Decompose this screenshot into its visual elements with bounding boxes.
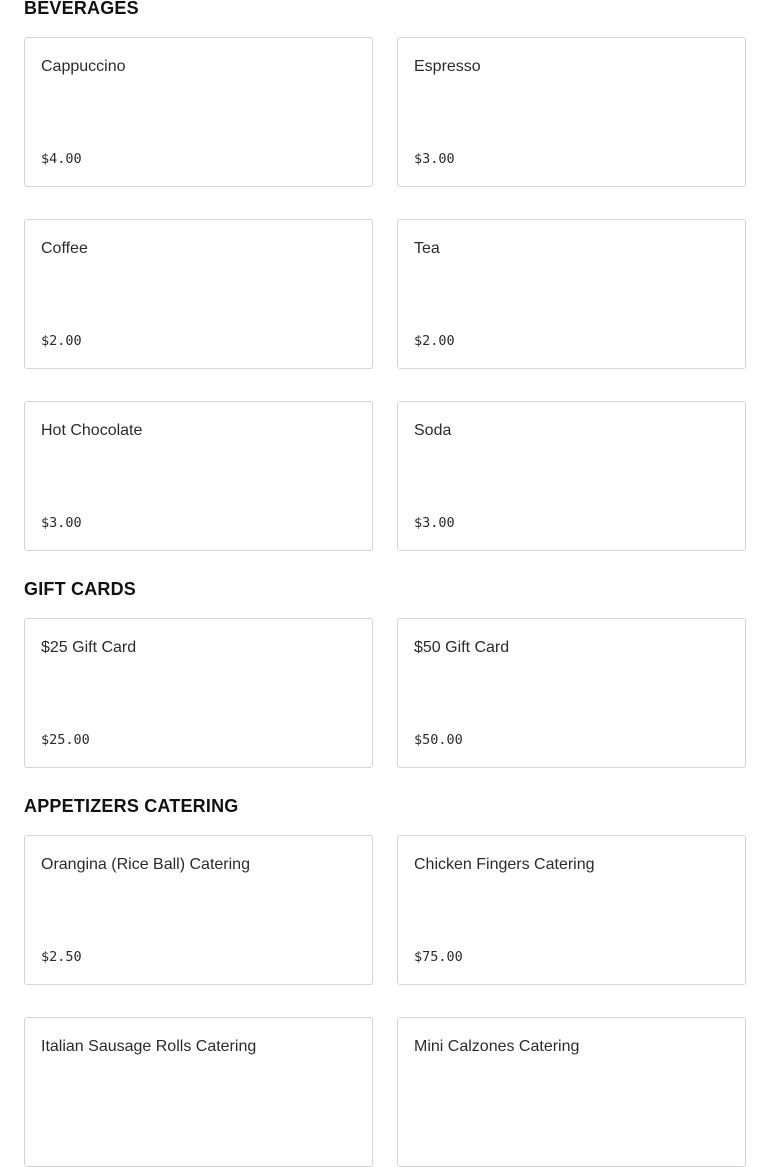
menu-item-name: Mini Calzones Catering: [414, 1038, 580, 1055]
menu-item-card[interactable]: [24, 835, 373, 985]
menu-item-card[interactable]: [24, 1017, 373, 1167]
menu-section-appetizers-catering: [24, 794, 746, 1167]
menu-item-card[interactable]: [397, 835, 746, 985]
section-heading: BEVERAGES: [24, 0, 139, 18]
menu-page: [24, 0, 746, 1167]
menu-item-card[interactable]: [24, 401, 373, 551]
menu-item-name: Italian Sausage Rolls Catering: [41, 1038, 257, 1055]
menu-item-name: Tea: [414, 240, 440, 257]
menu-item-card[interactable]: [24, 618, 373, 768]
menu-item-price: $50.00: [414, 732, 463, 748]
menu-item-price: $75.00: [414, 949, 463, 965]
menu-item-card[interactable]: [397, 1017, 746, 1167]
menu-item-name: Chicken Fingers Catering: [414, 856, 595, 873]
menu-item-card[interactable]: [397, 219, 746, 369]
menu-item-price: $2.00: [41, 333, 82, 349]
menu-item-name: Orangina (Rice Ball) Catering: [41, 856, 250, 873]
menu-item-name: $25 Gift Card: [41, 639, 137, 656]
menu-section-beverages: [24, 0, 746, 551]
menu-item-name: Coffee: [41, 240, 88, 257]
menu-item-card[interactable]: [24, 219, 373, 369]
section-heading: APPETIZERS CATERING: [24, 796, 239, 816]
menu-item-price: $4.00: [41, 151, 82, 167]
menu-item-card[interactable]: [24, 37, 373, 187]
menu-item-card[interactable]: [397, 618, 746, 768]
menu-item-card[interactable]: [397, 401, 746, 551]
menu-item-price: $2.00: [414, 333, 455, 349]
menu-item-name: Soda: [414, 422, 452, 439]
menu-item-grid: [24, 618, 746, 768]
menu-item-price: $3.00: [41, 515, 82, 531]
menu-item-name: Espresso: [414, 58, 481, 75]
menu-item-name: $50 Gift Card: [414, 639, 510, 656]
menu-item-price: $3.00: [414, 151, 455, 167]
menu-item-name: Cappuccino: [41, 58, 126, 75]
menu-section-gift-cards: [24, 577, 746, 768]
menu-item-price: $25.00: [41, 732, 90, 748]
section-heading: GIFT CARDS: [24, 579, 136, 599]
menu-item-price: $3.00: [414, 515, 455, 531]
menu-item-card[interactable]: [397, 37, 746, 187]
menu-item-grid: [24, 37, 746, 551]
menu-item-grid: [24, 835, 746, 1167]
menu-item-name: Hot Chocolate: [41, 422, 143, 439]
menu-item-price: $2.50: [41, 949, 82, 965]
